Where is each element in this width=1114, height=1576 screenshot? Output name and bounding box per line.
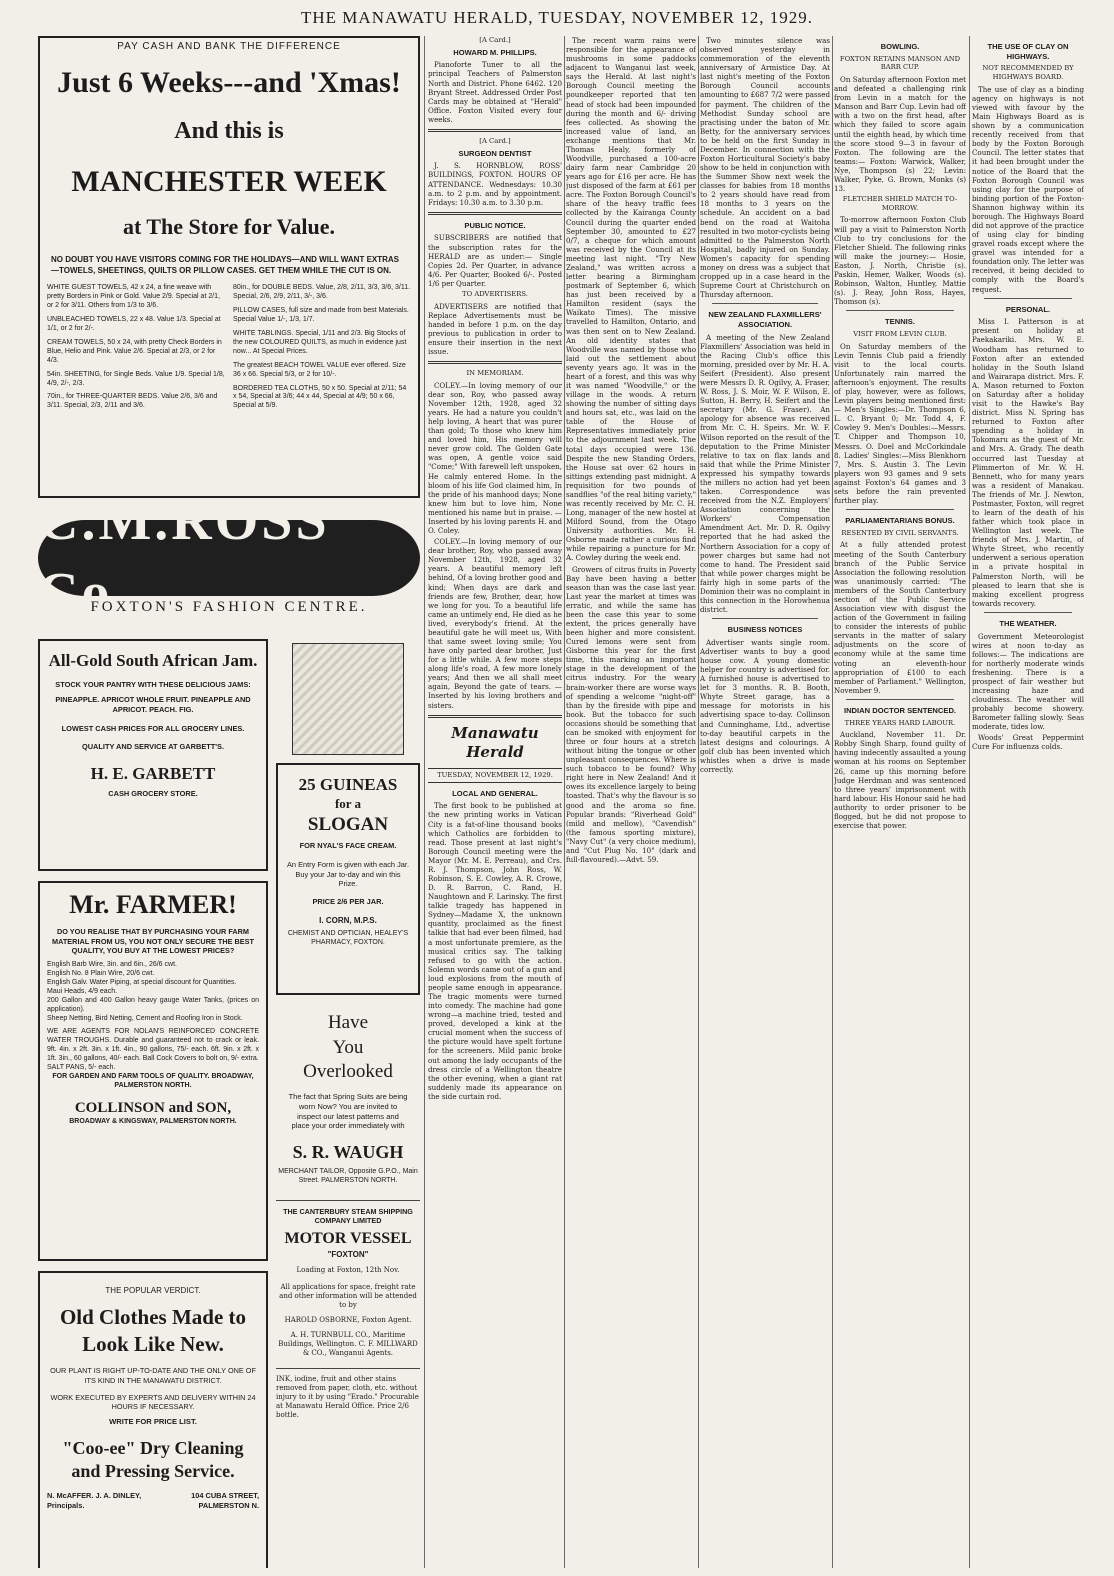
weather-title: THE WEATHER. [999, 618, 1057, 628]
card1-body: Pianoforte Tuner to all the principal Teachers of Palmerston North and District. Phone 6462. 120 Bryant Street. Addressed Order Post Cards may be obtained at "Herald" Office. Foxton Visited every four weeks. [428, 60, 562, 124]
woods-notice: Woods' Great Peppermint Cure For influenza colds. [972, 733, 1084, 752]
fletcher-body: To-morrow afternoon Foxton Club will pay a visit to Palmerston North Club to try conclusions for the Fletcher Shield. The following rinks will make the journey:— Hosie, Easton, J. North, Christie (s). Paskin, Hemer, Walker, Woods (s). Robinson, Walton, Huntley, Mattie (s). J. Reay, John Ross, Hayes, Thomson (s). [834, 215, 966, 307]
waugh-name: S. R. WAUGH [292, 1142, 404, 1162]
advertisement-column [38, 36, 420, 1568]
steam-vessel: "FOXTON" [327, 1249, 369, 1259]
steam-top: THE CANTERBURY STEAM SHIPPING COMPANY LIMITED [283, 1206, 413, 1226]
clothes-write: WRITE FOR PRICE LIST. [109, 1417, 197, 1427]
chemist-sub: CHEMIST AND OPTICIAN, HEALEY'S PHARMACY, FOXTON. [287, 930, 409, 947]
clothes-work: WORK EXECUTED BY EXPERTS AND DELIVERY WITHIN 24 HOURS IF NECESSARY. [50, 1392, 256, 1412]
advertisers-body: ADVERTISERS are notified that Replace Advertisements must be handed in before 1 p.m. on the day previous to publication in order to ensure their insertion in the next issue. [428, 301, 562, 357]
farmer-item: WE ARE AGENTS FOR NOLAN'S REINFORCED CONCRETE WATER TROUGHS. Durable and guaranteed not to crack or leak. 9ft. 4in. x 2ft. 3in. x 1ft. 4in., 90 gallons, 75/- each. 6ft. 9in. x 2ft. x 1ft. 3in., 60 gallons, 40/- each. Ball Cock Covers to bolt on, 9/- extra. [47, 1028, 259, 1062]
ross-tagline: FOXTON'S FASHION CENTRE. [90, 599, 368, 615]
store-line4: at The Store for Value. [122, 214, 336, 240]
column-5 [834, 36, 966, 1568]
memoriam-entry: COLEY.—In loving memory of our dear son, Roy, who passed away November 12th, 1928, aged 32 years. He had a nature you couldn't help loving, A heart that was purer than gold; To those who knew him and loved him, His memory will never grow cold. The Golden Gate was open, A gentle voice said "Come;" With farewell left unspoken, He calmly entered Home. In the bloom of his life God claimed him, In the pride of his manhood days; None knew him but to love him, None mentioned his name but in praise. —Inserted by his loving parents H. and O. Coley. [428, 380, 562, 536]
waugh-sub: MERCHANT TAILOR, Opposite G.P.O., Main Street. PALMERSTON NORTH. [278, 1168, 418, 1184]
clothes-body: OUR PLANT IS RIGHT UP-TO-DATE AND THE ONLY ONE OF ITS KIND IN THE MANAWATU DISTRICT. [50, 1366, 256, 1385]
jam-body: STOCK YOUR PANTRY WITH THESE DELICIOUS JAMS: [55, 679, 251, 689]
jam-prices: LOWEST CASH PRICES FOR ALL GROCERY LINES. [61, 724, 245, 734]
clothes-address: 104 CUBA STREET, PALMERSTON N. [191, 1491, 259, 1510]
clothes-title: Old Clothes Made to Look Like New. [59, 1305, 247, 1357]
business-title: BUSINESS NOTICES [727, 625, 803, 635]
news-paragraphs: Two minutes silence was observed yesterday in commemoration of the eleventh anniversary of Armistice Day. At last night's meeting of the Foxton Borough Council accounts amounting to £687 7/2 were passed for payment. The children of the Methodist Sunday school are practising under the baton of Mr. Betty, for the anniversary services to be held on the first Sunday in December. In connection with the Foxton Horticultural Society's baby show to be held in conjunction with the Summer Show next week the classes for babies from 18 months to 2 years should have read from 18 months to 3 years on the schedule. An accident on a bad bend on the road at Waitoha resulted in two motor-cyclists being admitted to the Palmerston North Hospital, badly injured on Sunday. Women's capacity for spending money on dress was a subject that cropped up in a case heard in the Supreme Court at Christchurch on Thursday afternoon. [700, 36, 830, 300]
advertisers-title: TO ADVERTISERS. [462, 289, 528, 298]
issue-date: TUESDAY, NOVEMBER 12, 1929. [428, 768, 562, 783]
farmer-firm-sub: BROADWAY & KINGSWAY, PALMERSTON NORTH. [69, 1117, 237, 1125]
store-item: 70in., for THREE-QUARTER BEDS. Value 2/6, 3/6 and 3/11. Special, 2/3, 2/11 and 3/6. [47, 393, 218, 410]
farmer-firm: COLLINSON and SON, [74, 1099, 232, 1116]
card1-name: HOWARD M. PHILLIPS. [453, 47, 537, 57]
column-6 [972, 36, 1084, 1568]
farmer-item: English Galv. Water Piping, at special discount for Quantities. [47, 979, 237, 987]
clay-title: THE USE OF CLAY ON HIGHWAYS. [987, 42, 1069, 61]
column-rule [832, 36, 833, 1568]
parliamentarians-sub: RESENTED BY CIVIL SERVANTS. [841, 528, 959, 537]
column-rule [564, 36, 565, 1568]
farmer-item: SALT PANS, 5/- each. [47, 1063, 116, 1071]
store-item: WHITE GUEST TOWELS, 42 x 24, a fine weave with pretty Borders in Pink or Gold. Value 2/9. Special at 2/1, or 2 for 3/11. Others from 1/3 to 3/6. [47, 283, 221, 309]
jam-advert [38, 639, 268, 871]
store-items [47, 284, 411, 411]
steam-loading: Loading at Foxton, 12th Nov. [296, 1266, 400, 1275]
clothes-firm: "Coo-ee" Dry Cleaning and Pressing Service. [62, 1438, 244, 1482]
farmer-intro: DO YOU REALISE THAT BY PURCHASING YOUR FARM MATERIAL FROM US, YOU NOT ONLY SECURE THE BEST QUALITY, YOU BUY AT THE LOWEST PRICES? [52, 927, 254, 956]
store-item: 54in. SHEETING, for Single Beds. Value 1/9. Special 1/8, 4/9, 2/-, 2/3. [47, 370, 225, 387]
column-rule [424, 36, 425, 1568]
guineas-price: PRICE 2/6 PER JAR. [312, 896, 384, 906]
memoriam-entry: COLEY.—In loving memory of our dear brother, Roy, who passed away November 12th, 1928, aged 32 years. A beautiful memory left behind, Of a loving brother good and kind; When days are dark and friends are few, Brother, dear, how we long for you. To a beautiful life came an untimely end, He died as he lived, everybody's friend. At the beautiful gate he will meet us, With that same sweet loving smile; You have only parted dear brother, Just for a little while. A few more steps along life's road, A few more lonely years; And then we all shall meet again, Beyond the gate of tears. —Inserted by his loving brothers and sisters. [428, 537, 562, 710]
guineas-line4: FOR NYAL'S FACE CREAM. [299, 840, 397, 850]
guineas-advert [276, 763, 420, 995]
farmer-title: Mr. FARMER! [69, 890, 237, 920]
farmer-item: English No. 8 Plain Wire, 20/6 cwt. [47, 970, 155, 978]
clay-sub: NOT RECOMMENDED BY HIGHWAYS BOARD. [982, 64, 1074, 82]
farmer-advert [38, 881, 268, 1261]
local-general-body: The first book to be published at the new printing works in Vatican City is a fat-of-line thousand books which Catholics are forbidden to read. Those present at last night's Borough Council meeting were the Mayor (Mr. M. E. Perreau), and Crs. R. J. Thompson, John Ross, W. Robinson, S. E. Cowley, A. R. Crowe, D. R. Barron, C. Rand, H. Naughtown and F. Larinsky. The first talkie tragedy has happened in Sydney—Madame X, the unknown quantity, proclaimed as the finest talkie that had ever been filmed, had a most unfortunate premiere, as the musical critics say. The talking refused to go with the action. Solemn words came out of a gun and loud explosions from the mouth of people same enough in appearance. The tragic moments were turned into comedy. The machine had gone wrong—a machine tried, tested and proved, developed a kink at the crucial moment when the success of the picture would have spelt fortune for the screeners. Mild panic broke out among the lady occupants of the dress circle of a Wellington theatre the other evening, when a giant rat suddenly made its appearance on the side curtain rod. [428, 801, 562, 1101]
public-notice-title: PUBLIC NOTICE. [464, 220, 526, 230]
jam-flavours: PINEAPPLE. APRICOT WHOLE FRUIT. PINEAPPLE AND APRICOT. PEACH. FIG. [55, 695, 251, 714]
doctor-body: Auckland, November 11. Dr. Robby Singh Sharp, found guilty of having indecently assaulted a young woman at his rooms on September 26, came up this morning before Judge Herdman and was sentenced to three years' imprisonment with hard labour. His Honour said he had authority to order prisoner to be flogged, but he did not propose to exercise that power. [834, 730, 966, 830]
store-item: WHITE TABLINGS. Special, 1/11 and 2/3. Big Stocks of the new COLOURED QUILTS, as much in evidence just now... At Special Prices. [233, 329, 407, 355]
newspaper-nameplate: Manawatu Herald [451, 723, 539, 761]
ross-logo: C.M.ROSS Co [38, 520, 420, 596]
doctor-title: INDIAN DOCTOR SENTENCED. [843, 705, 957, 715]
fletcher-title: FLETCHER SHIELD MATCH TO-MORROW. [842, 195, 958, 212]
clothes-principals: N. McAFFER. J. A. DINLEY, Principals. [47, 1491, 142, 1510]
card2-name: SURGEON DENTIST [458, 148, 532, 158]
tennis-title: TENNIS. [885, 317, 915, 327]
bowling-sub: FOXTON RETAINS MANSON AND BARR CUP. [839, 54, 961, 72]
column-3 [566, 36, 696, 1568]
store-item: 80in., for DOUBLE BEDS. Value, 2/8, 2/11, 3/3, 3/6, 3/11. Special, 2/6, 2/9, 2/11, 3/-, 3/6. [233, 283, 411, 300]
farmer-item: 200 Gallon and 400 Gallon heavy gauge Water Tanks, (prices on application). [47, 997, 259, 1014]
column-2 [428, 36, 562, 1568]
guineas-title: 25 GUINEAS [298, 775, 398, 795]
clay-body: The use of clay as a binding agency on highways is not viewed with favour by the Main Highways Board as is shown by a communication recently received from that body by the Foxton Borough Council. The letter states that it had been brought under the notice of the Board that the Foxton Borough Council was using clay for the purpose of binding portion of the Foxton-Shannon highway within its borough. The Highways Board did not approve of the practice of using clay for binding gravel roads except where the gravel was intended for a foundation only. The letter was received, it being decided to comply with the Board's request. [972, 84, 1084, 294]
weather-body: Government Meteorologist wires at noon to-day as follows:— The indications are for northerly moderate winds freshening. There is a prospect of fair weather but increasing haze and cloudiness. The weather will probably become showery. Barometer falling slowly. Seas moderate, tides low. [972, 631, 1084, 732]
store-item: The greatest BEACH TOWEL VALUE ever offered. Size 36 x 66. Special 5/3, or 2 for 10/-. [233, 361, 406, 378]
guineas-body: An Entry Form is given with each Jar. Buy your Jar to-day and win this Prize. [287, 860, 409, 889]
overlooked-l3: Overlooked [303, 1060, 393, 1082]
memoriam-title: IN MEMORIAM. [466, 369, 524, 378]
steam-agent: HAROLD OSBORNE, Foxton Agent. [284, 1315, 412, 1324]
column-rule [969, 36, 970, 1568]
jam-shop: H. E. GARBETT [90, 764, 216, 784]
parliamentarians-body: At a fully attended protest meeting of the South Canterbury branch of the Public Service Association the following resolution was unanimously carried: "The members of the South Canterbury section of the Public Service Association view with disgust the action of the Government in failing to consider the interests of public servants in the matter of salary adjustments on the score of economy while at the same time voting an eleventh-hour appropriation of £100 to each member of Parliament." Wellington, November 9. [834, 540, 966, 695]
store-top-line: PAY CASH AND BANK THE DIFFERENCE [117, 41, 341, 52]
steam-advert [276, 1200, 420, 1358]
overlooked-l1: Have [327, 1012, 369, 1034]
local-general-title: LOCAL AND GENERAL. [452, 788, 538, 798]
store-item: PILLOW CASES, full size and made from best Materials. Special Value 1/-, 1/3, 1/7. [233, 306, 409, 323]
card1-title: [A Card.] [479, 36, 511, 44]
flax-body: A meeting of the New Zealand Flaxmillers' Association was held in the Racing Club's office this morning, presided over by Mr. H. A. Seifert (President). Also present were Messrs D. R. Ogilvy, A. Fraser, W. Ross, J. S. Moir, W. F. Wilson, E. Sutton, H. Berry, H. Seifert and the secretary (Mr. G. Fraser). An apology for absence was received from Mr. C. H. Speirs. Mr. W. F. Wilson reported on the result of the deputation to the Prime Minister relative to tax on flax lands and said that while the Prime Minister expressed his sympathy towards the millers no action had yet been taken. Correspondence was received from the N.Z. Employers' Association concerning the Workers' Compensation Amendment Act. Mr. D. R. Ogilvy reported that he had asked the Northern Association for a copy of power charges but same had not come to hand. The President said that while power charges might be fairly high in some parts of the Dominion their was no complaint in this connection in the Horowhenua district. [700, 332, 830, 615]
news-paragraphs: The recent warm rains were responsible for the appearance of mushrooms in some paddocks adjacent to Wanganui last week, says the Herald. At last night's Borough Council meeting the poundkeeper reported that ten head of stock had been impounded during the month and 6/- driving fees collected. As showing the increased value of land, an exchange mentions that Mr. Thomas Healy, formerly of Woodville, purchased a 100-acre dairy farm near Cambridge 20 years ago for £16 per acre. He has just disposed of the farm at £61 per acre. The Foxton Borough Council's share of the heavy traffic fees collected by the Kairanga County Council during the quarter ended September 30, amounted to £27 0/7, a cheque for which amount was received by the Council at its meeting last night. "Try New Zealand," was written across a letter bearing a Birmingham postmark of September 6, which has just been received by a Hamilton resident (says the Waikato Times). The missive travelled to Hamilton, Ontario, and was then sent on to New Zealand. An old identity states that Woodville was named by those who laid out the settlement about seventy years ago. It was in the heart of a forest, and this was why it was named "Woodville," or the village in the woods. A return showing the number of sitting days and hours sat, etc., was laid on the table of the House of Representatives immediately prior to the adjournment last week. The total days occupied were 136. Despite the new Standing Orders, the House sat over 62 hours in sittings extending past midnight. A requisition for two pounds of sandflies "of the real biting variety," was recently received by Mr. C. H. Long, manager of the new hostel at Milford Sound, from the Otago University authorities. Mr. H. Osborne made rather a curious find while repairing a puncture for Mr. A. Cowley during the week end. [566, 36, 696, 563]
farmer-item: English Barb Wire, 3in. and 6in., 26/6 cwt. [47, 961, 177, 969]
store-intro: NO DOUBT YOU HAVE VISITORS COMING FOR THE HOLIDAYS—AND WILL WANT EXTRAS—TOWELS, SHEETINGS, QUILTS OR PILLOW CASES. GET THEM WHILE THE CUT IS ON. [51, 255, 400, 275]
store-line2: And this is [174, 118, 284, 145]
advert-illustration-image [292, 643, 404, 755]
chemist-name: I. CORN, M.P.S. [319, 916, 377, 926]
card2-body: J. S. HORNBLOW, ROSS' BUILDINGS, FOXTON. HOURS OF ATTENDANCE. Wednesdays: 10.30 a.m. to 2 p.m. and by appointment. Fridays: 10.30 a.m. to 3.30 p.m. [428, 161, 562, 207]
masthead: THE MANAWATU HERALD, TUESDAY, NOVEMBER 12, 1929. [301, 8, 813, 27]
personal-title: PERSONAL. [1005, 304, 1051, 314]
card2-title: [A Card.] [479, 136, 511, 145]
bowling-body: On Saturday afternoon Foxton met and defeated a challenging rink from Levin in a match for the Manson and Barr Cup. Levin had off with a two on the first head, after which they failed to score again until the eighth head, by which time the score stood 9—3 in favour of Foxton. The following are the teams:— Foxton: Warwick, Walker, Nye, Thompson (s) 22; Levin: Walker, Pyke, G. Brown, Monks (s) 13. [834, 75, 966, 194]
steam-body: All applications for space, freight rate and other information will be attended to by [279, 1283, 417, 1309]
store-item: CREAM TOWELS, 50 x 24, with pretty Check Borders in Blue, Helio and Pink. Value 2/6. Special at 2/3, or 2 for 4/3. [47, 338, 222, 364]
column-4 [700, 36, 830, 1568]
store-item: UNBLEACHED TOWELS, 22 x 48. Value 1/3. Special at 1/1, or 2 for 2/-. [47, 315, 221, 332]
ross-advert [38, 490, 420, 624]
clothes-top: THE POPULAR VERDICT. [105, 1286, 201, 1296]
jam-title: All-Gold South African Jam. [48, 651, 258, 671]
personal-body: Miss I. Patterson is at present on holiday at Paekakariki. Mrs. W. E. Woodham has returned to Foxton after an extended holiday in the South Island and Wairarapa district. Mrs. F. A. Mason returned to Foxton on Saturday after a holiday visit to the Hawke's Bay district. Miss N. Spring has returned to Foxton after spending a holiday in Tokomaru as the guest of Mr. and Mrs. A. Grady. The death occurred last Tuesday at Plimmerton of Mr. W. H. Bennett, who for many years was a resident of Manakau. The friends of Mr. J. Newton, Postmaster, Foxton, will regret to learn of the death of his father which took place in Wellington last week. The friends of Mrs. J. Martin, of Whyte Street, who recently underwent a serious operation in a private hospital in Palmerston North, will be pleased to learn that she is making excellent progress towards recovery. [972, 317, 1084, 608]
store-manchester-week: MANCHESTER WEEK [71, 164, 387, 198]
parliamentarians-title: PARLIAMENTARIANS BONUS. [845, 516, 955, 526]
store-advert [38, 36, 420, 498]
overlooked-body: The fact that Spring Suits are being worn Now? You are invited to inspect our latest patterns and place your order immediately with [288, 1092, 408, 1131]
clothes-advert [38, 1271, 268, 1568]
guineas-slogan: SLOGAN [307, 813, 389, 835]
overlooked-advert [276, 1011, 420, 1186]
jam-shop-sub: CASH GROCERY STORE. [108, 789, 198, 799]
steam-title: MOTOR VESSEL [284, 1230, 412, 1248]
farmer-item: FOR GARDEN AND FARM TOOLS OF QUALITY. BROADWAY, PALMERSTON NORTH. [52, 1072, 254, 1089]
column-rule [698, 36, 699, 1568]
farmer-item: Maui Heads, 4/9 each. [47, 988, 118, 996]
overlooked-l2: You [332, 1036, 364, 1058]
jam-service: QUALITY AND SERVICE AT GARBETT'S. [81, 741, 225, 751]
ink-notice: INK, iodine, fruit and other stains removed from paper, cloth, etc. without injury to it by using "Erado." Procurable at Manawatu Herald Office. Price 2/6 bottle. [276, 1368, 420, 1420]
doctor-sub: THREE YEARS HARD LABOUR. [844, 718, 956, 727]
news-paragraphs: Growers of citrus fruits in Poverty Bay have been having a better season than was the case last year. Last year the market at times was erratic, and while the same has been the case this year to some extent, the prices generally have been higher and more consistent. Cured lemons were sent from Gisborne this year for the first time, this marking an important stage in the development of the citrus industry. For the weary brain-worker there are worse ways of spending a welcome "night-off" than by the fireside with pipe and book. But the tobacco for such occasions should be something that can be smoked with enjoyment for three or four hours at a stretch without biting the tongue or other unpleasant consequences. Where is such tobacco to be found? Why right here in New Zealand! And it owes its excellence largely to being toasted. That's why the flavour is so good and the aroma so fine. Popular brands: "Riverhead Gold" (mild and mellow), "Cavendish" (the famous sporting mixture), "Navy Cut" (a very choice medium), and "Cut Plug No. 10" (dark and full-flavoured).—Advt. 59. [566, 564, 696, 865]
guineas-line2: for a [334, 795, 362, 811]
business-body: Advertiser wants single room. Advertiser wants to buy a good house cow. A young domestic helper for country is advertised for. A furnished house is advertised to let for 3 months. R. B. Booth, Whyte Street garage, has a message for motorists in his advertising space to-day. Collinson and Cunninghame, Ltd., advertise to-day beautiful carpets in the latest designs and colourings. A golf club has been invented which whistles when a drive is made correctly. [700, 637, 830, 774]
tennis-sub: VISIT FROM LEVIN CLUB. [853, 329, 947, 338]
store-item: BORDERED TEA CLOTHS, 50 x 50. Special at 2/11; 54 x 54, Special at 3/6; 44 x 44, Special at 4/9; 50 x 66, Special at 5/9. [233, 384, 407, 410]
bowling-title: BOWLING. [880, 42, 920, 51]
store-headline: Just 6 Weeks---and 'Xmas! [57, 65, 401, 99]
steam-agents2: A. H. TURNBULL CO., Maritime Buildings, Wellington. C. F. MILLWARD & CO., Wanganui Agents. [278, 1330, 418, 1357]
farmer-item: Sheep Netting, Bird Netting, Cement and Roofing Iron in Stock. [47, 1015, 243, 1023]
public-notice-body: SUBSCRIBERS are notified that the subscription rates for the HERALD are as under:— Single Copies 2d. Per Quarter, in advance 4/6. Per Quarter, Booked 6/-. Posted 1/6 per Quarter. [428, 233, 562, 288]
flax-title: NEW ZEALAND FLAXMILLERS' ASSOCIATION. [708, 310, 822, 329]
tennis-body: On Saturday members of the Levin Tennis Club paid a friendly visit to the local courts. Unfortunately rain marred the afternoon's enjoyment. The results of play, however, were as follows, Levin players being mentioned first:— Men's Singles:—Dr. Thompson 6, L. C. Bryant 0; Mr. Todd 4, F. Cowley 9. Men's Doubles:—Messrs. T. Chipper and Thompson 10, Messrs. O. Doel and McCorkindale 8. Ladies' Singles:—Miss Blenkhorn 7, Mrs. S. Austin 3. The Levin players won 93 games and 9 sets against Foxton's 64 games and 3 sets before the rain prevented further play. [834, 341, 966, 505]
